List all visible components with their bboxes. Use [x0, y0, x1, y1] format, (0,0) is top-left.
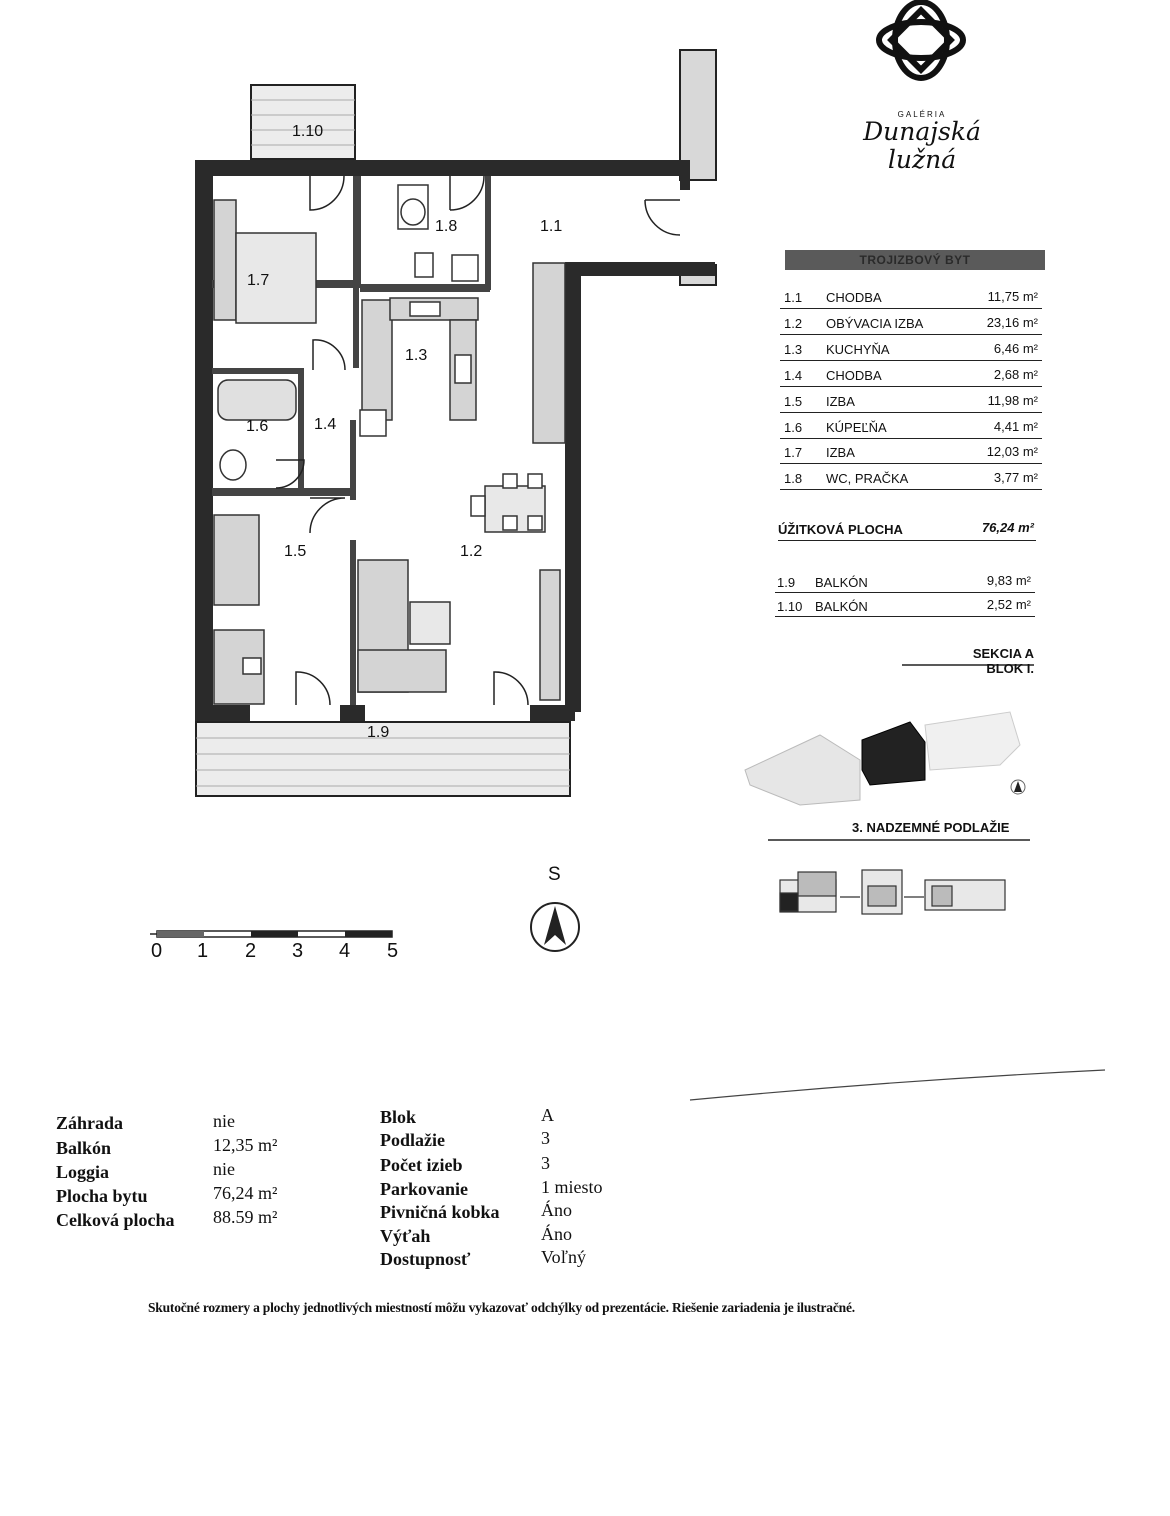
room-label: 1.5 — [284, 543, 307, 560]
info-value: 3 — [541, 1153, 550, 1173]
room-name: IZBA — [826, 394, 855, 409]
block-thumbnail — [745, 712, 1025, 805]
section-line1: SEKCIA A — [972, 646, 1034, 661]
scale-label: 2 — [245, 940, 257, 962]
room-row — [780, 469, 1042, 490]
info-value: 76,24 m² — [213, 1183, 278, 1203]
room-label: 1.2 — [460, 543, 483, 560]
balcony-name: BALKÓN — [815, 599, 868, 614]
info-label: Pivničná kobka — [380, 1202, 500, 1222]
floor-label: 3. NADZEMNÉ PODLAŽIE — [852, 820, 1010, 835]
room-area: 23,16 m² — [986, 315, 1038, 330]
brand-small: GALÉRIA — [897, 110, 947, 119]
info-value: Voľný — [541, 1247, 586, 1267]
scale-label: 4 — [339, 940, 351, 962]
info-label: Loggia — [56, 1162, 110, 1182]
info-label: Plocha bytu — [56, 1186, 148, 1206]
signature-line — [690, 1070, 1105, 1100]
room-area: 6,46 m² — [993, 341, 1038, 356]
room-name: KÚPEĽŇA — [826, 420, 887, 435]
room-row — [780, 288, 1042, 309]
balcony-1-10 — [251, 85, 355, 159]
info-value: Áno — [541, 1224, 572, 1244]
room-area: 3,77 m² — [993, 470, 1038, 485]
usable-area-label: ÚŽITKOVÁ PLOCHA — [778, 522, 903, 537]
room-name: OBÝVACIA IZBA — [826, 316, 924, 331]
room-row — [780, 314, 1042, 335]
scale-label: 1 — [197, 940, 209, 962]
room-label: 1.10 — [292, 123, 324, 140]
info-value: 88.59 m² — [213, 1207, 278, 1227]
balcony-row — [775, 574, 1035, 593]
brand-logo — [852, 0, 992, 190]
info-value: 1 miesto — [541, 1177, 603, 1197]
room-label: 1.4 — [314, 416, 337, 433]
info-label: Celková plocha — [56, 1210, 175, 1230]
room-row — [780, 418, 1042, 439]
north-label: S — [548, 864, 561, 885]
room-label: 1.6 — [246, 418, 269, 435]
room-label: 1.1 — [540, 218, 563, 235]
room-row — [780, 443, 1042, 464]
room-area: 11,75 m² — [987, 289, 1038, 304]
room-num: 1.2 — [784, 316, 803, 331]
room-name: IZBA — [826, 445, 855, 460]
disclaimer: Skutočné rozmery a plochy jednotlivých miestností môžu vykazovať odchýlky od prezentácie. Riešenie zariadenia je ilustračné. — [148, 1300, 855, 1315]
room-name: CHODBA — [826, 368, 882, 383]
room-label: 1.8 — [435, 218, 458, 235]
room-row — [780, 392, 1042, 413]
room-num: 1.8 — [784, 471, 803, 486]
info-label: Dostupnosť — [380, 1249, 471, 1269]
balcony-num: 1.9 — [777, 575, 796, 590]
info-label: Záhrada — [56, 1113, 124, 1133]
scale-bar — [150, 931, 392, 937]
info-value: Áno — [541, 1200, 572, 1220]
section-line2: BLOK I. — [986, 661, 1034, 676]
balcony-row — [775, 598, 1035, 617]
room-num: 1.3 — [784, 342, 803, 357]
brand-name-line2: lužná — [887, 145, 957, 174]
room-name: WC, PRAČKA — [826, 471, 909, 486]
info-value: nie — [213, 1159, 235, 1179]
info-label: Počet izieb — [380, 1155, 463, 1175]
room-num: 1.5 — [784, 394, 803, 409]
room-area: 4,41 m² — [993, 419, 1038, 434]
apartment-type-header: TROJIZBOVÝ BYT — [785, 250, 1045, 270]
scale-label: 3 — [292, 940, 304, 962]
room-num: 1.1 — [784, 290, 803, 305]
balcony-area: 9,83 m² — [986, 573, 1031, 588]
balcony-num: 1.10 — [777, 599, 803, 614]
scale-label: 5 — [387, 940, 399, 962]
room-area: 12,03 m² — [986, 444, 1038, 459]
room-area: 2,68 m² — [993, 367, 1038, 382]
balcony-name: BALKÓN — [815, 575, 868, 590]
info-label: Parkovanie — [380, 1179, 468, 1199]
info-label: Balkón — [56, 1138, 112, 1158]
info-label: Blok — [380, 1107, 417, 1127]
info-label: Výťah — [380, 1226, 431, 1246]
room-name: KUCHYŇA — [826, 342, 890, 357]
info-value: 3 — [541, 1128, 550, 1148]
room-num: 1.7 — [784, 445, 803, 460]
room-label: 1.3 — [405, 347, 428, 364]
north-arrow — [531, 903, 579, 951]
room-num: 1.4 — [784, 368, 803, 383]
scale-label: 0 — [151, 940, 163, 962]
room-label: 1.7 — [247, 272, 270, 289]
usable-area-value: 76,24 m² — [981, 520, 1034, 535]
info-value: A — [541, 1105, 554, 1125]
info-label: Podlažie — [380, 1130, 445, 1150]
section-label — [973, 646, 1034, 676]
key-plan — [780, 870, 1005, 914]
info-value: nie — [213, 1111, 235, 1131]
furniture — [214, 185, 565, 704]
room-area: 11,98 m² — [987, 393, 1038, 408]
room-row — [780, 366, 1042, 387]
usable-area-row — [778, 522, 1036, 541]
room-row — [780, 340, 1042, 361]
balcony-area: 2,52 m² — [986, 597, 1031, 612]
room-label: 1.9 — [367, 724, 390, 741]
info-value: 12,35 m² — [213, 1135, 278, 1155]
room-name: CHODBA — [826, 290, 882, 305]
brand-name-line1: Dunajská — [863, 117, 981, 146]
room-num: 1.6 — [784, 420, 803, 435]
